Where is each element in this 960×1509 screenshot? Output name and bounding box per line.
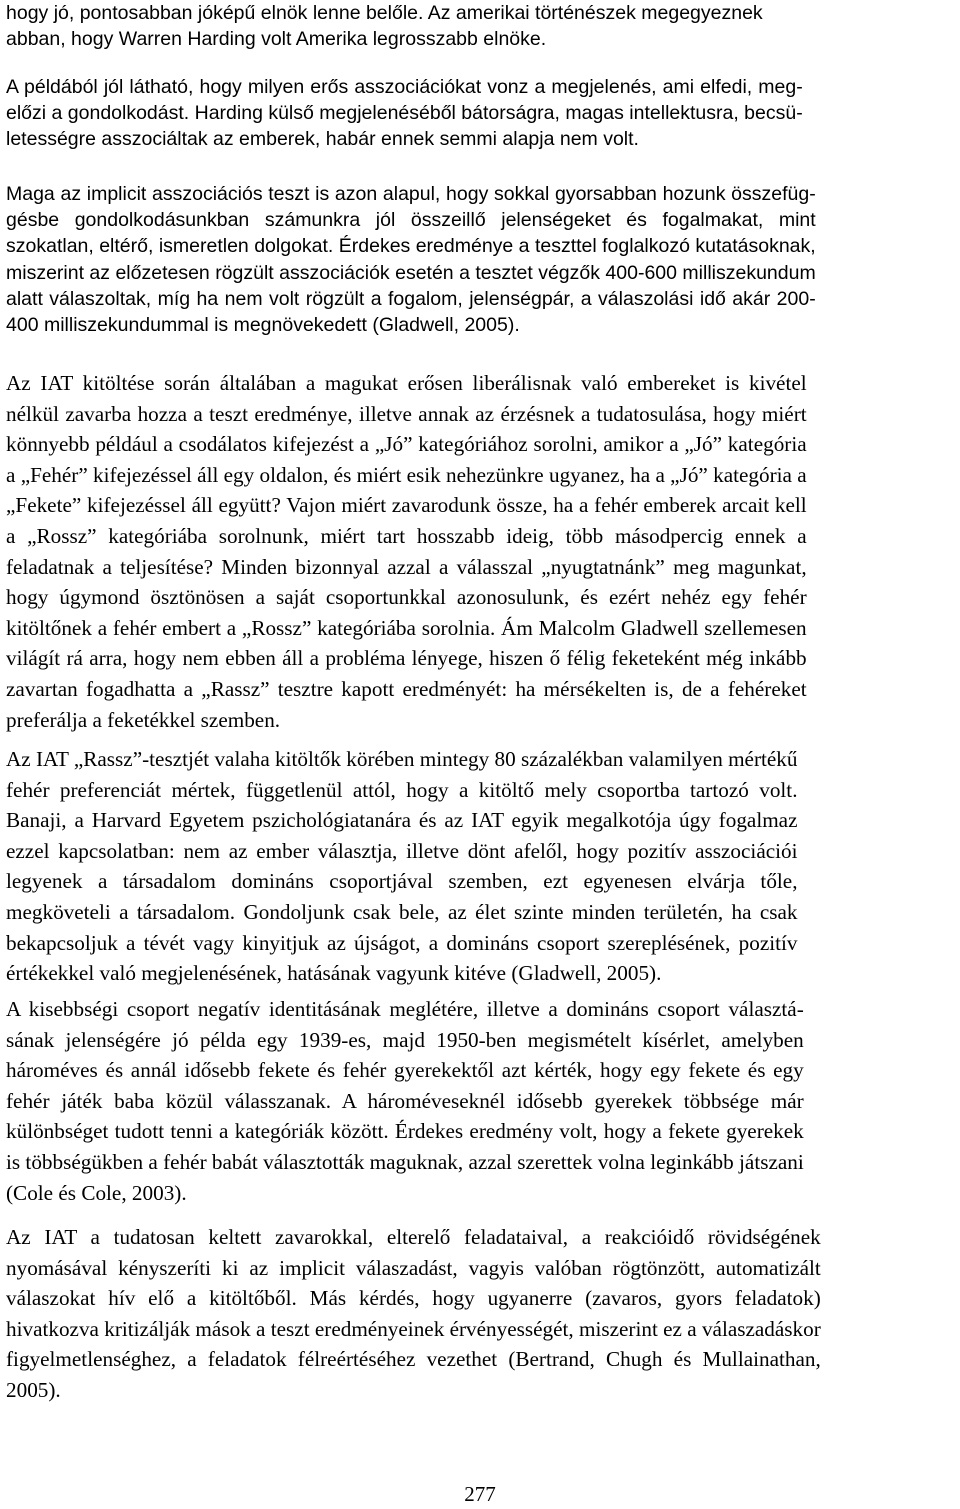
text-line: értékekkel való megjelenésének, hatásának vagyunk kitéve (Gladwell, 2005). [6, 961, 662, 986]
text-line: hogy jó, pontosabban jóképű elnök lenne belőle. Az amerikai történészek megegyeznek [6, 2, 763, 24]
text-line: feladatnak a teljesítése? Minden bizonnyal azzal a válasszal „nyugtatnánk” meg magunkat, [6, 554, 807, 579]
text-line: kitöltőnek a fehér embert a „Rossz” kategóriába sorolnia. Ám Malcolm Gladwell szellemesen [6, 615, 807, 640]
text-line: Banaji, a Harvard Egyetem pszichológiatanára és az IAT egyik megalkotója úgy fogalmaz [6, 808, 798, 833]
text-line: is többségükben a fehér babát választották maguknak, azzal szerettek volna leginkább játszani [6, 1149, 804, 1174]
page-number: 277 [464, 1482, 496, 1506]
text-line: A kisebbségi csoport negatív identitásának meglétére, illetve a domináns csoport választá- [6, 997, 804, 1021]
text-line: Maga az implicit asszociációs teszt is azon alapul, hogy sokkal gyorsabban hozunk összefüg- [6, 183, 816, 205]
text-line: hivatkozva kritizálják mások a teszt eredményeinek érvényességét, miszerint ez a válaszadáskor [6, 1316, 821, 1341]
text-line: legyenek a társadalom domináns csoportjával szemben, ezt egyenesen elvárja tőle, [6, 869, 798, 894]
text-line: hogy úgymond ösztönösen a saját csoportunkkal azonosulunk, és ezért nehéz egy fehér [6, 585, 807, 610]
text-line: Az IAT kitöltése során általában a magukat erősen liberálisnak való embereket is kivétel [6, 371, 807, 395]
text-line: Az IAT a tudatosan keltett zavarokkal, elterelő feladataival, a reakcióidő rövidségének [6, 1225, 821, 1249]
text-line: szokatlan, eltérő, ismeretlen dolgokat. Érdekes eredménye a teszttel foglalkozó kutatásoknak, [6, 235, 816, 258]
paragraph-iat-confusion [6, 368, 807, 735]
text-line: különbséget tudott tenni a kategóriák között. Érdekes eredmény volt, hogy a fekete gyerekek [6, 1119, 804, 1144]
text-line: könnyebb például a csodálatos kifejezést a „Jó” kategóriához sorolni, amikor a „Jó” kategória [6, 432, 807, 457]
text-line: előzi a gondolkodást. Harding külső megjelenéséből bátorságra, magas intellektusra, becsü- [6, 102, 803, 125]
text-line: 400 milliszekundummal is megnövekedett (Gladwell, 2005). [6, 314, 520, 337]
text-line: válaszokat hív elő a kitöltőből. Más kérdés, hogy ugyanerre (zavaros, gyors feladatok) [6, 1286, 821, 1311]
text-line: fehér preferenciát mértek, függetlenül attól, hogy a kitöltő mely csoportba tartozó volt. [6, 777, 798, 802]
text-line: hároméves és annál idősebb fekete és fehér gyerekektől azt kérték, hogy egy fekete és egy [6, 1058, 804, 1083]
text-line: preferálja a feketékkel szemben. [6, 707, 281, 732]
text-line: 2005). [6, 1377, 61, 1402]
text-line: bekapcsoljuk a tévét vagy kinyitjuk az újságot, a domináns csoport szereplésének, pozitív [6, 930, 798, 955]
paragraph-appearance-associations [6, 74, 803, 153]
text-line: „Fekete” kifejezéssel áll együtt? Vajon miért zavarodunk össze, ha a fehér emberek arcait kell [6, 493, 807, 518]
paragraph-doll-experiment [6, 994, 804, 1208]
text-line: letességre asszociáltak az emberek, habár ennek semmi alapja nem volt. [6, 128, 639, 151]
text-line: Az IAT „Rassz”-tesztjét valaha kitöltők körében mintegy 80 százalékban valamilyen mértékű [6, 747, 798, 771]
text-line: (Cole és Cole, 2003). [6, 1180, 187, 1205]
paragraph-iat-mechanism [6, 181, 816, 338]
text-line: nélkül zavarba hozza a teszt eredménye, illetve annak az érzésnek a tudatosulása, hogy miért [6, 401, 807, 426]
text-line: fehér játék baba közül válasszanak. A hároméveseknél idősebb gyerekek többsége már [6, 1088, 804, 1113]
text-line: alatt válaszoltak, míg ha nem volt rögzült a fogalom, jelenségpár, a válaszolási idő akár 200- [6, 287, 816, 310]
text-line: a „Fehér” kifejezéssel áll egy oldalon, és miért esik nehezünkre ugyanez, ha a „Jó” kategória a [6, 462, 807, 487]
text-line: figyelmetlenséghez, a feladatok félreértéséhez vezethet (Bertrand, Chugh és Mullainathan, [6, 1347, 821, 1372]
text-line: miszerint az előzetesen rögzült asszociációk esetén a tesztet végzők 400-600 milliszekundum [6, 261, 816, 284]
paragraph-iat-criticism [6, 1222, 821, 1406]
text-line: a „Rossz” kategóriába sorolnunk, miért tart hosszabb ideig, több másodpercig ennek a [6, 523, 807, 548]
text-line: gésbe gondolkodásunkban számunkra jól összeillő jelenségeket és fogalmakat, mint [6, 209, 816, 232]
paragraph-race-test-results [6, 744, 798, 989]
text-line: zavartan fogadhatta a „Rassz” tesztre kapott eredményét: ha mérsékelten is, de a fehéreket [6, 676, 807, 701]
text-line: ezzel kapcsolatban: nem az ember választja, illetve dönt afelől, hogy pozitív asszociációi [6, 838, 798, 863]
text-line: világít rá arra, hogy nem ebben áll a probléma lényege, hiszen ő félig feketeként még inkább [6, 646, 807, 671]
text-line: A példából jól látható, hogy milyen erős asszociációkat vonz a megjelenés, ami elfedi, meg- [6, 76, 803, 98]
text-line: abban, hogy Warren Harding volt Amerika legrosszabb elnöke. [6, 28, 547, 51]
text-line: nyomásával kényszeríti ki az implicit válaszadást, vagyis valóban rögtönzött, automatizált [6, 1255, 821, 1280]
paragraph-harding-intro [6, 0, 763, 52]
text-line: megköveteli a társadalom. Gondoljunk csak bele, az élet szinte minden területén, ha csak [6, 899, 798, 924]
text-line: sának jelenségére jó példa egy 1939-es, majd 1950-ben megismételt kísérlet, amelyben [6, 1027, 804, 1052]
